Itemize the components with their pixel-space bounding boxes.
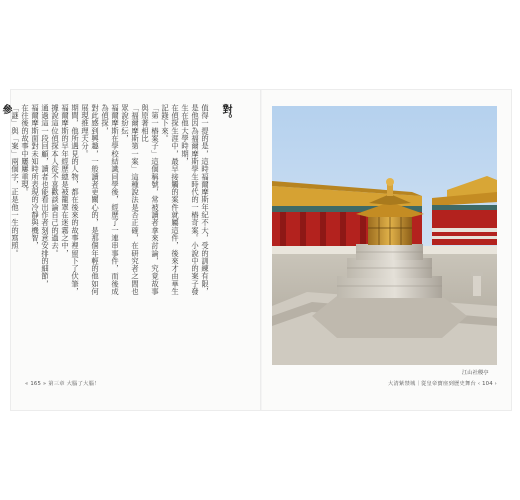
paragraph: 據說這位偵探本人從不喜歡談論自己的過去。 (51, 104, 60, 257)
page-footer-right: 大清紫禁城｜從皇帝寶座到歷史舞台 ‹ 104 › (388, 381, 497, 387)
paragraph: 期間，他所遇見的人物，都在後來的故事裡留下了伏筆， (71, 104, 80, 296)
paragraph: 對此感到興趣，一般讀者更關心的，是那個年輕的他如何展現推理天分。 (81, 104, 100, 296)
paragraph: 「謎」與「案」兩個字，正是他一生的寫照。 (11, 104, 20, 257)
paragraph: 在往後的故事中屢屢重現。 (21, 104, 30, 196)
paragraph: 「第一樁案子」這個稱號，常被讀者拿來討論，究竟故事與原著相比 (141, 104, 160, 296)
paragraph: 「福爾摩斯第一案」這種說法是否正確，在研究者之間也眾說紛紜， (121, 104, 140, 296)
section-mark: 參 (0, 104, 11, 115)
book-spread (0, 90, 511, 410)
paragraph: 福爾摩斯面對未知時所表現的冷靜與機智， (31, 104, 40, 250)
photo-caption: 江山社稷亭 (462, 370, 489, 376)
paragraph: 值得一提的是，這時福爾摩斯年紀不大，受的訓練有限， (201, 104, 210, 296)
paragraph: 是他因為福爾摩斯學生時代的一樁奇案。小說中的案子發生在他大學時期， (181, 104, 200, 296)
paragraph: 在偵探生涯中，最早接觸的案件就屬這件，後來才由華生記錄下來。 (161, 104, 180, 296)
paragraph: 福爾摩斯的早年經歷總是被籠罩在迷霧之中， (61, 104, 70, 257)
body-text (0, 104, 231, 300)
pavilion-illustration (272, 106, 497, 365)
page-footer-left: « 165 » 第三章 大腦了大腦！ (25, 381, 100, 387)
paragraph: 通過這一段回顧，讀者也能看出作者刻意安排的細節， (41, 104, 50, 288)
left-page (0, 90, 260, 410)
paragraph: 福爾摩斯在學校結識同學後，經歷了一連串事件，而後成為偵探， (101, 104, 120, 296)
paragraph: 對。 (220, 104, 231, 125)
pavilion-photo (272, 106, 497, 365)
right-page (262, 90, 511, 410)
